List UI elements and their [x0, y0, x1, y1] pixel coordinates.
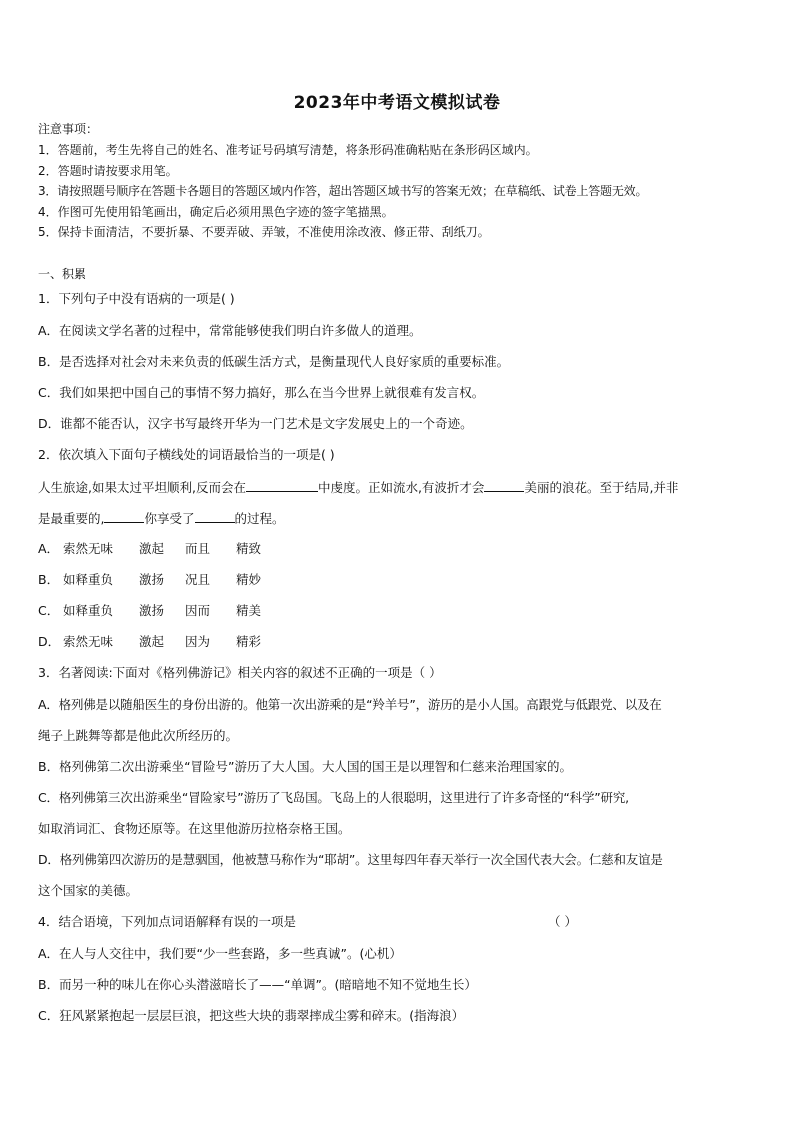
q2-passage-text-1: 人生旅途,如果太过平坦顺利,反而会在: [38, 480, 246, 495]
fill-blank-2: [484, 479, 524, 492]
q2-option-a: [38, 541, 261, 557]
option-word: 索然无味: [63, 541, 114, 556]
option-word: 精致: [236, 541, 262, 556]
q2-passage-line-2: [38, 510, 285, 527]
option-word: 激扬: [139, 603, 165, 618]
notes-item-4: 4．作图可先使用铅笔画出，确定后必须用黑色字迹的签字笔描黑。: [38, 205, 394, 219]
q4-answer-paren: （ ）: [548, 914, 577, 929]
q1-option-a: A．在阅读文学名著的过程中，常常能够使我们明白许多做人的道理。: [38, 323, 422, 338]
notes-item-5: 5．保持卡面清洁，不要折暴、不要弄破、弄皱，不准使用涂改液、修正带、刮纸刀。: [38, 225, 490, 239]
q2-option-c: [38, 603, 261, 619]
q3-option-b: B．格列佛第二次出游乘坐“冒险号”游历了大人国。大人国的国王是以理智和仁慈来治理国家的。: [38, 759, 573, 774]
q4-option-b: B．而另一种的味儿在你心头潜滋暗长了——“单调”。(暗暗地不知不觉地生长）: [38, 977, 477, 992]
fill-blank-1: [246, 479, 318, 492]
q3-option-d-line-1: D．格列佛第四次游历的是慧骃国，他被慧马称作为“耶胡”。这里每四年春天举行一次全国代表大会。仁慈和友谊是: [38, 852, 663, 867]
q2-passage-text-3: 美丽的浪花。至于结局,并非: [524, 480, 679, 495]
option-letter: A．: [38, 541, 60, 556]
q4-option-a: A．在人与人交往中，我们要“少一些套路，多一些真诚”。(心机）: [38, 946, 402, 961]
option-letter: C．: [38, 603, 60, 618]
notes-item-1: 1．答题前，考生先将自己的姓名、准考证号码填写清楚，将条形码准确粘贴在条形码区域内。: [38, 143, 538, 157]
q2-stem: 2．依次填入下面句子横线处的词语最恰当的一项是( ): [38, 447, 335, 462]
fill-blank-4: [195, 510, 235, 523]
option-word: 如释重负: [63, 572, 114, 587]
q3-option-a-line-1: A．格列佛是以随船医生的身份出游的。他第一次出游乘的是“羚羊号”，游历的是小人国。高跟党与低跟党、以及在: [38, 697, 662, 712]
q3-stem: 3．名著阅读:下面对《格列佛游记》相关内容的叙述不正确的一项是（ ）: [38, 665, 442, 680]
q3-option-d-line-2: 这个国家的美德。: [38, 883, 139, 898]
section-heading: 一、积累: [38, 267, 87, 281]
fill-blank-3: [104, 510, 144, 523]
notes-item-2: 2．答题时请按要求用笔。: [38, 164, 178, 178]
option-word: 因而: [185, 603, 211, 618]
q3-option-a-line-2: 绳子上跳舞等都是他此次所经历的。: [38, 728, 239, 743]
option-word: 精彩: [236, 634, 262, 649]
q1-option-d: D．谁都不能否认，汉字书写最终开华为一门艺术是文字发展史上的一个奇迹。: [38, 416, 473, 431]
option-word: 激扬: [139, 572, 165, 587]
q2-passage-text-5: 你享受了: [144, 511, 195, 526]
option-word: 精妙: [236, 572, 262, 587]
q2-option-d: [38, 634, 261, 650]
option-word: 如释重负: [63, 603, 114, 618]
option-word: 索然无味: [63, 634, 114, 649]
option-letter: B．: [38, 572, 60, 587]
page-title: 2023年中考语文模拟试卷: [293, 93, 501, 113]
option-word: 而且: [185, 541, 211, 556]
q1-option-b: B．是否选择对社会对未来负责的低碳生活方式，是衡量现代人良好家质的重要标准。: [38, 354, 510, 369]
q2-passage-text-4: 是最重要的,: [38, 511, 105, 526]
q4-option-c: C．狂风紧紧抱起一层层巨浪，把这些大块的翡翠摔成尘雾和碎末。(指海浪）: [38, 1008, 465, 1023]
q3-option-c-line-1: C．格列佛第三次出游乘坐“冒险家号”游历了飞岛国。飞岛上的人很聪明，这里进行了许多奇怪的“科学”研究,: [38, 790, 629, 805]
q4-stem: 4．结合语境，下列加点词语解释有误的一项是: [38, 914, 296, 929]
option-letter: D．: [38, 634, 61, 649]
q2-option-b: [38, 572, 261, 588]
notes-heading: 注意事项：: [38, 122, 99, 136]
q1-option-c: C．我们如果把中国自己的事情不努力搞好，那么在当今世界上就很难有发言权。: [38, 385, 485, 400]
option-word: 精美: [236, 603, 262, 618]
option-word: 激起: [139, 541, 165, 556]
option-word: 因为: [185, 634, 211, 649]
option-word: 况且: [185, 572, 211, 587]
q1-stem: 1．下列句子中没有语病的一项是( ): [38, 291, 235, 306]
notes-item-3: 3．请按照题号顺序在答题卡各题目的答题区域内作答，超出答题区域书写的答案无效；在草稿纸、试卷上答题无效。: [38, 184, 648, 198]
q2-passage-text-2: 中虔度。正如流水,有波折才会: [317, 480, 485, 495]
q2-passage-line-1: [38, 479, 678, 496]
option-word: 激起: [139, 634, 165, 649]
q3-option-c-line-2: 如取消词汇、食物还原等。在这里他游历拉格奈格王国。: [38, 821, 351, 836]
q2-passage-text-6: 的过程。: [234, 511, 285, 526]
